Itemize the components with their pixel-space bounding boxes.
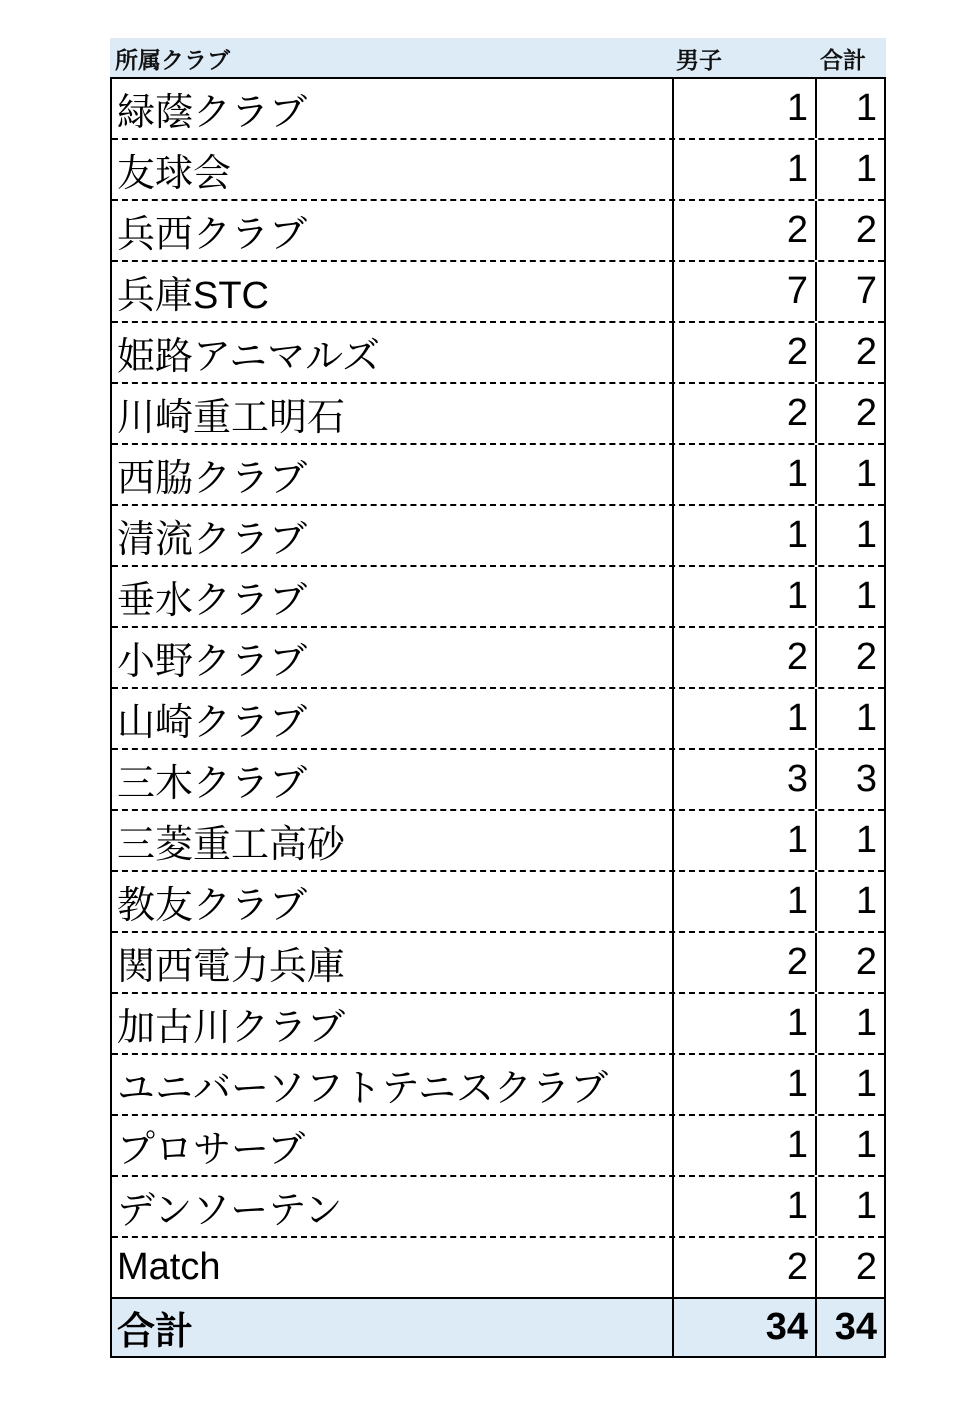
cell-club: 友球会: [117, 153, 232, 195]
table-row: [112, 1116, 884, 1177]
cell-club: Match: [117, 1246, 221, 1288]
cell-total: 2: [815, 323, 884, 382]
cell-male: 1: [672, 689, 815, 748]
cell-total: 2: [815, 1238, 884, 1297]
table-row: [112, 262, 884, 323]
table-row: [112, 567, 884, 628]
table-row: [112, 1177, 884, 1238]
cell-total: 1: [815, 872, 884, 931]
cell-club: 教友クラブ: [117, 885, 308, 927]
cell-club: 垂水クラブ: [117, 580, 308, 622]
table-row: [112, 872, 884, 933]
cell-club: 川崎重工明石: [117, 397, 346, 439]
table-row: [112, 445, 884, 506]
col-header-club: 所属クラブ: [115, 46, 230, 73]
cell-male: 1: [672, 872, 815, 931]
cell-total: 2: [815, 933, 884, 992]
cell-male: 1: [672, 140, 815, 199]
table-row: [112, 201, 884, 262]
cell-total: 7: [815, 262, 884, 321]
cell-male: 1: [672, 994, 815, 1053]
cell-club: 清流クラブ: [117, 519, 308, 561]
table-header-row: [110, 38, 886, 77]
cell-male: 1: [672, 811, 815, 870]
cell-total: 1: [815, 79, 884, 138]
cell-male: 2: [672, 384, 815, 443]
cell-club: 西脇クラブ: [117, 458, 308, 500]
cell-male: 2: [672, 1238, 815, 1297]
cell-total: 1: [815, 1116, 884, 1175]
table-body: [110, 77, 886, 1297]
footer-male-total: 34: [672, 1299, 815, 1356]
table-footer-row: [110, 1297, 886, 1358]
cell-male: 2: [672, 323, 815, 382]
cell-club: 三木クラブ: [117, 763, 308, 805]
table-row: [112, 994, 884, 1055]
cell-total: 1: [815, 1177, 884, 1236]
cell-male: 1: [672, 506, 815, 565]
cell-male: 1: [672, 567, 815, 626]
cell-total: 1: [815, 140, 884, 199]
cell-total: 2: [815, 201, 884, 260]
cell-club: 三菱重工高砂: [117, 824, 346, 866]
cell-male: 3: [672, 750, 815, 809]
cell-male: 2: [672, 201, 815, 260]
cell-male: 1: [672, 79, 815, 138]
cell-male: 1: [672, 1177, 815, 1236]
cell-club: 小野クラブ: [117, 641, 308, 683]
cell-male: 1: [672, 1055, 815, 1114]
footer-grand-total: 34: [815, 1299, 884, 1356]
cell-male: 2: [672, 933, 815, 992]
cell-club: 関西電力兵庫: [117, 946, 346, 988]
cell-male: 7: [672, 262, 815, 321]
cell-total: 2: [815, 628, 884, 687]
table-row: [112, 323, 884, 384]
col-header-total: 合計: [820, 46, 866, 73]
cell-club: 兵西クラブ: [117, 214, 308, 256]
table-row: [112, 506, 884, 567]
table-row: [112, 79, 884, 140]
cell-male: 1: [672, 445, 815, 504]
cell-total: 1: [815, 1055, 884, 1114]
cell-male: 2: [672, 628, 815, 687]
cell-total: 1: [815, 689, 884, 748]
cell-total: 3: [815, 750, 884, 809]
table-row: [112, 933, 884, 994]
table-row: [112, 384, 884, 445]
cell-total: 2: [815, 384, 884, 443]
footer-label: 合計: [117, 1311, 194, 1353]
club-count-table: [110, 38, 886, 1358]
cell-total: 1: [815, 994, 884, 1053]
cell-male: 1: [672, 1116, 815, 1175]
cell-total: 1: [815, 811, 884, 870]
cell-club: 加古川クラブ: [117, 1007, 346, 1049]
table-row: [112, 140, 884, 201]
cell-club: 緑蔭クラブ: [117, 92, 308, 134]
cell-total: 1: [815, 445, 884, 504]
table-row: [112, 811, 884, 872]
table-row: [112, 1238, 884, 1297]
cell-club: 姫路アニマルズ: [117, 336, 380, 378]
col-header-male: 男子: [676, 46, 722, 73]
cell-club: ユニバーソフトテニスクラブ: [117, 1068, 608, 1110]
cell-club: デンソーテン: [117, 1190, 343, 1232]
cell-total: 1: [815, 567, 884, 626]
table-row: [112, 628, 884, 689]
table-row: [112, 1055, 884, 1116]
cell-club: 兵庫STC: [117, 275, 270, 317]
cell-club: プロサーブ: [117, 1129, 306, 1171]
table-row: [112, 750, 884, 811]
table-row: [112, 689, 884, 750]
cell-club: 山崎クラブ: [117, 702, 308, 744]
cell-total: 1: [815, 506, 884, 565]
